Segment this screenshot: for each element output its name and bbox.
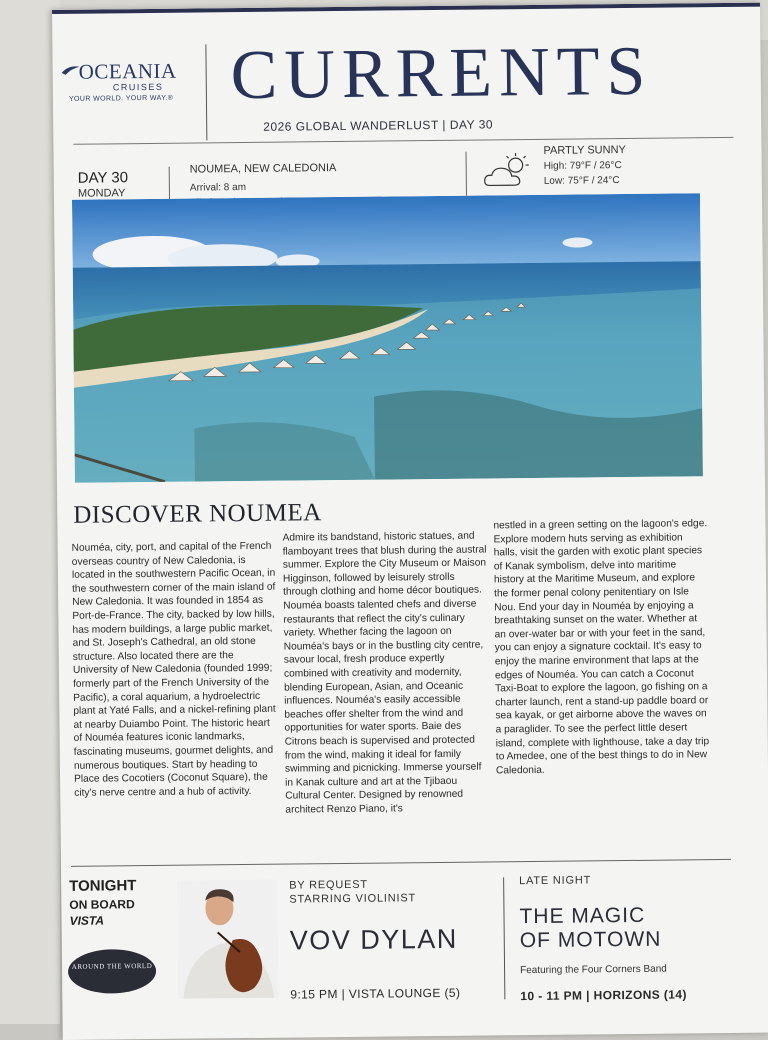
bottom-divider [503,877,505,999]
weather-low: Low: 75°F / 24°C [544,175,620,187]
article-headline: DISCOVER NOUMEA [73,499,322,530]
tonight-label: TONIGHT [69,877,136,895]
oceania-logo [61,58,211,103]
partly-sunny-icon [482,151,534,192]
badge-text: AROUND THE WORLD [68,949,156,972]
info-divider [466,152,467,196]
article-column-2: Admire its bandstand, historic statues, and flamboyant trees that blush during the austral summer. Explore the City Museum or Maison Higginson, followed by leisurely strolls through clothing and home décor boutiques. Nouméa boasts talented chefs and diverse restaurants that reflect the city's culinary variety. Whether facing the lagoon on Nouméa's bays or in the bustling city centre, savour local, fresh produce expertly combined with creativity and modernity, blending European, Asian, and Oceanic influences. Nouméa's easily accessible beaches offer shelter from the wind and opportunities for water sports. Baie des Citrons beach is supervised and protected from the wind, making it ideal for family swimming and picnicking. Immerse yourself in Kanak culture and art at the Tjibaou Cultural Center. Designed by renowned architect Renzo Piano, it's [282,529,490,817]
arrival-time: Arrival: 8 am [190,182,246,194]
port-name: NOUMEA, NEW CALEDONIA [190,162,337,176]
late-night-label: LATE NIGHT [519,874,591,887]
late-night-time-venue: 10 - 11 PM | HORIZONS (14) [520,987,687,1003]
weather-high: High: 79°F / 26°C [544,160,622,172]
background-table [0,0,60,1024]
weather-condition: PARTLY SUNNY [543,144,625,157]
logo-name: OCEANIA [61,58,211,85]
logo-swoosh-icon [61,64,81,76]
newsletter-page [52,3,768,1040]
onboard-label: ON BOARD [69,897,134,912]
newsletter-subtitle: 2026 GLOBAL WANDERLUST | DAY 30 [263,117,493,133]
header-rule [73,137,733,145]
article-column-1: Nouméa, city, port, and capital of the French overseas country of New Caledonia, is located in the southwestern Pacific Ocean, in the southwestern corner of the main island of New Caledonia. It was founded in 1854 as Port-de-France. The city, backed by low hills, has modern buildings, a large public market, and St. Joseph's Cathedral, an old stone structure. Also located there are the University of New Caledonia (founded 1999; formerly part of the French University of the Pacific), a coral aquarium, a hydroelectric plant at Yaté Falls, and a nickel-refining plant at nearby Duiambo Point. The historic heart of Nouméa features iconic landmarks, fascinating museums, gourmet delights, and numerous boutiques. Start by heading to Place des Cocotiers (Coconut Square), the city's nerve centre and a hub of activity. [72,540,280,800]
request-line-1: BY REQUEST [289,879,368,892]
show-time-venue: 9:15 PM | VISTA LOUNGE (5) [290,986,460,1002]
request-line-2: STARRING VIOLINIST [289,892,416,905]
logo-tagline: YOUR WORLD. YOUR WAY.® [61,94,211,103]
day-number: DAY 30 [78,169,128,187]
newsletter-title: CURRENTS [230,32,652,116]
performer-photo [177,880,278,999]
logo-sub: CRUISES [61,81,211,93]
article-column-3: nestled in a green setting on the lagoon's edge. Explore modern huts serving as exhibition halls, visit the garden with exotic plant species of Kanak symbolism, delve into maritime history at the Maritime Museum, and explore the former penal colony penitentiary on Isle Nou. End your day in Nouméa by enjoying a breathtaking sunset on the water. Whether at an over-water bar or with your feet in the sand, you can enjoy a signature cocktail. It's easy to enjoy the marine environment that laps at the edges of Nouméa. You can catch a Coconut Taxi-Boat to explore the lagoon, go fishing on a charter launch, rent a stand-up paddle board or sea kayak, or get airborne above the waves on a paraglider. To see the perfect little desert island, complete with lighthouse, take a day trip to Amedee, one of the best things to do in New Caledonia. [493,517,711,778]
late-night-subtitle: Featuring the Four Corners Band [520,964,667,977]
day-weekday: MONDAY [78,187,126,199]
lagoon-photo [72,193,703,483]
around-the-world-badge [68,949,156,994]
late-night-title-line-2: OF MOTOWN [520,928,662,953]
ship-name: VISTA [69,914,104,928]
performer-name: VOV DYLAN [290,924,458,957]
late-night-title-line-1: THE MAGIC [519,904,645,929]
footer-rule [71,859,731,867]
